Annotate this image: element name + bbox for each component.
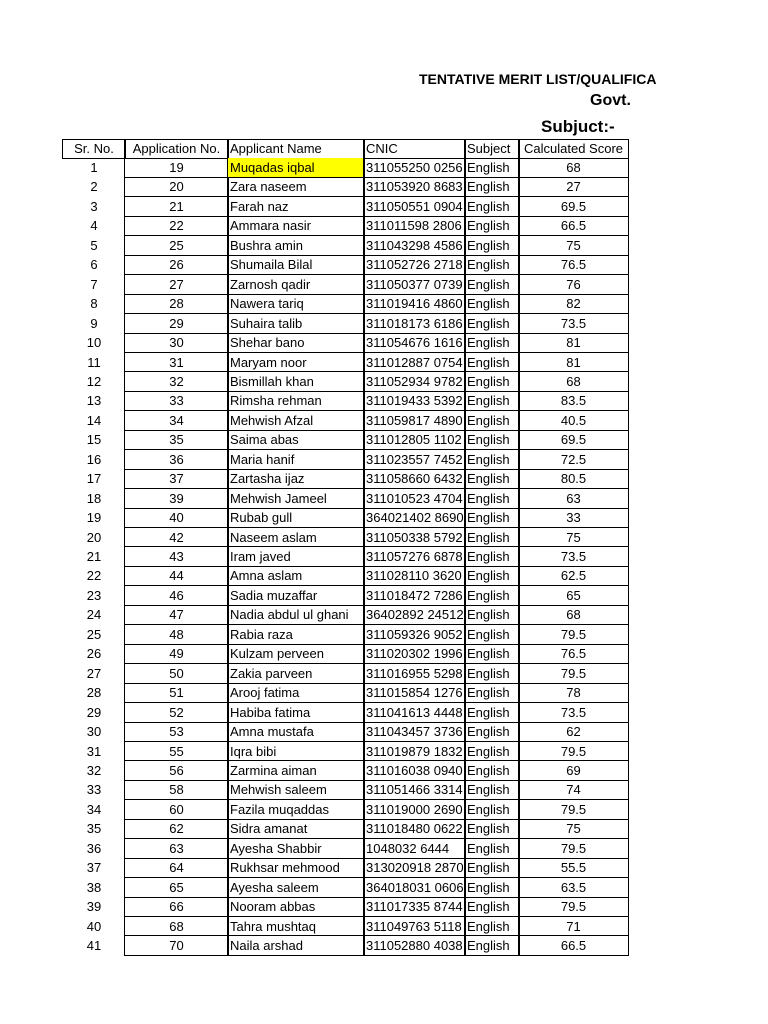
row-calculated-score: 72.5 xyxy=(518,450,629,470)
row-calculated-score: 66.5 xyxy=(518,936,629,956)
row-application-no: 70 xyxy=(124,936,229,956)
row-cnic: 311028110 3620 xyxy=(363,566,466,586)
row-applicant-name: Rubab gull xyxy=(227,508,365,528)
row-applicant-name: Farah naz xyxy=(227,197,365,217)
row-subject: English xyxy=(464,314,520,334)
row-cnic: 311049763 5118 xyxy=(363,917,466,937)
row-subject: English xyxy=(464,936,520,956)
row-calculated-score: 76 xyxy=(518,275,629,295)
row-cnic: 311050338 5792 xyxy=(363,528,466,548)
row-applicant-name: Rabia raza xyxy=(227,625,365,645)
row-sr-no: 28 xyxy=(86,685,102,701)
row-sr-no: 22 xyxy=(86,568,102,584)
row-sr-no: 35 xyxy=(86,821,102,837)
row-calculated-score: 79.5 xyxy=(518,897,629,917)
row-subject: English xyxy=(464,664,520,684)
row-application-no: 22 xyxy=(124,216,229,236)
row-cnic: 311010523 4704 xyxy=(363,489,466,509)
row-calculated-score: 75 xyxy=(518,819,629,839)
row-sr-no: 31 xyxy=(86,743,102,759)
row-application-no: 68 xyxy=(124,917,229,937)
row-subject: English xyxy=(464,780,520,800)
row-applicant-name: Sadia muzaffar xyxy=(227,586,365,606)
row-sr-no: 2 xyxy=(90,179,98,195)
row-calculated-score: 76.5 xyxy=(518,255,629,275)
row-subject: English xyxy=(464,216,520,236)
row-calculated-score: 33 xyxy=(518,508,629,528)
row-calculated-score: 79.5 xyxy=(518,625,629,645)
row-subject: English xyxy=(464,333,520,353)
row-applicant-name: Muqadas iqbal xyxy=(227,158,365,178)
row-sr-no: 4 xyxy=(90,218,98,234)
row-subject: English xyxy=(464,858,520,878)
row-calculated-score: 27 xyxy=(518,177,629,197)
row-sr-no: 26 xyxy=(86,646,102,662)
row-applicant-name: Suhaira talib xyxy=(227,314,365,334)
row-subject: English xyxy=(464,489,520,509)
row-cnic: 311059817 4890 xyxy=(363,411,466,431)
row-subject: English xyxy=(464,819,520,839)
row-sr-no: 29 xyxy=(86,704,102,720)
row-sr-no: 38 xyxy=(86,879,102,895)
subject-title: Subjuct:- xyxy=(541,117,615,136)
row-sr-no: 5 xyxy=(90,237,98,253)
row-applicant-name: Zarmina aiman xyxy=(227,761,365,781)
row-calculated-score: 69.5 xyxy=(518,197,629,217)
row-sr-no: 34 xyxy=(86,801,102,817)
row-calculated-score: 55.5 xyxy=(518,858,629,878)
row-subject: English xyxy=(464,897,520,917)
row-sr-no: 39 xyxy=(86,899,102,915)
row-subject: English xyxy=(464,644,520,664)
row-application-no: 32 xyxy=(124,372,229,392)
row-subject: English xyxy=(464,450,520,470)
row-sr-no: 10 xyxy=(86,335,102,351)
row-applicant-name: Ayesha saleem xyxy=(227,878,365,898)
row-calculated-score: 79.5 xyxy=(518,742,629,762)
row-subject: English xyxy=(464,372,520,392)
row-sr-no: 9 xyxy=(90,315,98,331)
row-cnic: 313020918 2870 xyxy=(363,858,466,878)
row-application-no: 63 xyxy=(124,839,229,859)
row-calculated-score: 73.5 xyxy=(518,547,629,567)
row-calculated-score: 68 xyxy=(518,605,629,625)
row-applicant-name: Zartasha ijaz xyxy=(227,469,365,489)
row-subject: English xyxy=(464,761,520,781)
row-calculated-score: 68 xyxy=(518,372,629,392)
row-application-no: 36 xyxy=(124,450,229,470)
row-applicant-name: Nadia abdul ul ghani xyxy=(227,605,365,625)
row-cnic: 311012887 0754 xyxy=(363,353,466,373)
row-application-no: 19 xyxy=(124,158,229,178)
row-calculated-score: 66.5 xyxy=(518,216,629,236)
row-subject: English xyxy=(464,683,520,703)
row-cnic: 1048032 6444 xyxy=(363,839,466,859)
row-applicant-name: Shumaila Bilal xyxy=(227,255,365,275)
row-calculated-score: 73.5 xyxy=(518,314,629,334)
row-calculated-score: 62 xyxy=(518,722,629,742)
row-calculated-score: 75 xyxy=(518,236,629,256)
row-sr-no: 3 xyxy=(90,198,98,214)
row-cnic: 311053920 8683 xyxy=(363,177,466,197)
row-applicant-name: Zarnosh qadir xyxy=(227,275,365,295)
row-calculated-score: 69.5 xyxy=(518,430,629,450)
row-subject: English xyxy=(464,236,520,256)
row-subject: English xyxy=(464,294,520,314)
row-cnic: 311041613 4448 xyxy=(363,703,466,723)
row-calculated-score: 79.5 xyxy=(518,800,629,820)
row-sr-no: 21 xyxy=(86,549,102,564)
row-sr-no: 27 xyxy=(86,665,102,681)
row-applicant-name: Kulzam perveen xyxy=(227,644,365,664)
row-subject: English xyxy=(464,275,520,295)
row-application-no: 53 xyxy=(124,722,229,742)
row-applicant-name: Ayesha Shabbir xyxy=(227,839,365,859)
row-cnic: 311018480 0622 xyxy=(363,819,466,839)
row-applicant-name: Ammara nasir xyxy=(227,216,365,236)
row-subject: English xyxy=(464,547,520,567)
row-sr-no: 36 xyxy=(86,840,102,856)
row-sr-no: 7 xyxy=(90,276,98,292)
row-applicant-name: Mehwish Afzal xyxy=(227,411,365,431)
row-sr-no: 41 xyxy=(86,938,102,953)
row-applicant-name: Maria hanif xyxy=(227,450,365,470)
row-calculated-score: 76.5 xyxy=(518,644,629,664)
row-applicant-name: Zara naseem xyxy=(227,177,365,197)
row-application-no: 33 xyxy=(124,391,229,411)
row-calculated-score: 79.5 xyxy=(518,664,629,684)
row-calculated-score: 78 xyxy=(518,683,629,703)
row-subject: English xyxy=(464,605,520,625)
row-calculated-score: 40.5 xyxy=(518,411,629,431)
row-calculated-score: 63 xyxy=(518,489,629,509)
row-subject: English xyxy=(464,917,520,937)
row-application-no: 47 xyxy=(124,605,229,625)
row-application-no: 48 xyxy=(124,625,229,645)
row-application-no: 25 xyxy=(124,236,229,256)
row-subject: English xyxy=(464,625,520,645)
row-applicant-name: Zakia parveen xyxy=(227,664,365,684)
row-application-no: 40 xyxy=(124,508,229,528)
row-application-no: 52 xyxy=(124,703,229,723)
row-application-no: 65 xyxy=(124,878,229,898)
row-cnic: 311058660 6432 xyxy=(363,469,466,489)
row-sr-no: 6 xyxy=(90,257,98,273)
row-cnic: 311054676 1616 xyxy=(363,333,466,353)
row-applicant-name: Iqra bibi xyxy=(227,742,365,762)
row-cnic: 311018472 7286 xyxy=(363,586,466,606)
row-subject: English xyxy=(464,430,520,450)
row-calculated-score: 80.5 xyxy=(518,469,629,489)
header-sr-no: Sr. No. xyxy=(62,139,126,159)
row-sr-no: 20 xyxy=(86,529,102,545)
row-sr-no: 40 xyxy=(86,918,102,934)
row-cnic: 364021402 8690 xyxy=(363,508,466,528)
row-applicant-name: Habiba fatima xyxy=(227,703,365,723)
row-sr-no: 8 xyxy=(90,296,98,312)
row-cnic: 311050377 0739 xyxy=(363,275,466,295)
row-application-no: 37 xyxy=(124,469,229,489)
document-title: TENTATIVE MERIT LIST/QUALIFICA xyxy=(419,71,657,87)
row-cnic: 311019879 1832 xyxy=(363,742,466,762)
row-applicant-name: Saima abas xyxy=(227,430,365,450)
row-cnic: 311017335 8744 xyxy=(363,897,466,917)
row-cnic: 311015854 1276 xyxy=(363,683,466,703)
row-calculated-score: 74 xyxy=(518,780,629,800)
row-cnic: 311050551 0904 xyxy=(363,197,466,217)
row-calculated-score: 65 xyxy=(518,586,629,606)
row-sr-no: 23 xyxy=(86,587,102,603)
row-cnic: 36402892 24512 xyxy=(363,605,466,625)
row-calculated-score: 82 xyxy=(518,294,629,314)
row-sr-no: 18 xyxy=(86,490,102,506)
row-application-no: 51 xyxy=(124,683,229,703)
row-subject: English xyxy=(464,508,520,528)
header-calculated-score: Calculated Score xyxy=(518,139,629,159)
row-applicant-name: Mehwish Jameel xyxy=(227,489,365,509)
row-subject: English xyxy=(464,158,520,178)
row-calculated-score: 83.5 xyxy=(518,391,629,411)
row-application-no: 62 xyxy=(124,819,229,839)
row-applicant-name: Mehwish saleem xyxy=(227,780,365,800)
row-applicant-name: Naila arshad xyxy=(227,936,365,956)
row-application-no: 31 xyxy=(124,353,229,373)
row-sr-no: 11 xyxy=(87,354,101,370)
row-subject: English xyxy=(464,878,520,898)
row-subject: English xyxy=(464,469,520,489)
row-cnic: 311051466 3314 xyxy=(363,780,466,800)
row-subject: English xyxy=(464,566,520,586)
row-calculated-score: 73.5 xyxy=(518,703,629,723)
row-subject: English xyxy=(464,703,520,723)
row-application-no: 58 xyxy=(124,780,229,800)
row-applicant-name: Naseem aslam xyxy=(227,528,365,548)
row-sr-no: 32 xyxy=(86,762,102,778)
row-cnic: 311052934 9782 xyxy=(363,372,466,392)
row-applicant-name: Amna aslam xyxy=(227,566,365,586)
row-application-no: 49 xyxy=(124,644,229,664)
row-cnic: 311019433 5392 xyxy=(363,391,466,411)
row-subject: English xyxy=(464,411,520,431)
row-sr-no: 16 xyxy=(86,451,102,467)
row-sr-no: 17 xyxy=(86,471,102,487)
row-applicant-name: Maryam noor xyxy=(227,353,365,373)
row-application-no: 35 xyxy=(124,430,229,450)
row-application-no: 50 xyxy=(124,664,229,684)
row-cnic: 311011598 2806 xyxy=(363,216,466,236)
row-subject: English xyxy=(464,528,520,548)
row-cnic: 311016955 5298 xyxy=(363,664,466,684)
row-cnic: 311020302 1996 xyxy=(363,644,466,664)
row-sr-no: 30 xyxy=(86,724,102,740)
row-application-no: 64 xyxy=(124,858,229,878)
row-applicant-name: Bushra amin xyxy=(227,236,365,256)
row-cnic: 311016038 0940 xyxy=(363,761,466,781)
row-cnic: 311052726 2718 xyxy=(363,255,466,275)
row-subject: English xyxy=(464,255,520,275)
row-application-no: 42 xyxy=(124,528,229,548)
row-cnic: 311012805 1102 xyxy=(363,430,466,450)
row-application-no: 60 xyxy=(124,800,229,820)
row-calculated-score: 62.5 xyxy=(518,566,629,586)
row-application-no: 34 xyxy=(124,411,229,431)
row-application-no: 29 xyxy=(124,314,229,334)
row-application-no: 27 xyxy=(124,275,229,295)
row-calculated-score: 69 xyxy=(518,761,629,781)
row-applicant-name: Iram javed xyxy=(227,547,365,567)
row-cnic: 311019000 2690 xyxy=(363,800,466,820)
row-calculated-score: 63.5 xyxy=(518,878,629,898)
row-calculated-score: 75 xyxy=(518,528,629,548)
row-subject: English xyxy=(464,586,520,606)
header-applicant-name: Applicant Name xyxy=(227,139,365,159)
row-subject: English xyxy=(464,839,520,859)
row-cnic: 311055250 0256 xyxy=(363,158,466,178)
row-application-no: 20 xyxy=(124,177,229,197)
row-application-no: 46 xyxy=(124,586,229,606)
header-subject: Subject xyxy=(464,139,520,159)
row-subject: English xyxy=(464,177,520,197)
row-subject: English xyxy=(464,197,520,217)
row-cnic: 311019416 4860 xyxy=(363,294,466,314)
row-applicant-name: Rukhsar mehmood xyxy=(227,858,365,878)
row-applicant-name: Shehar bano xyxy=(227,333,365,353)
row-application-no: 66 xyxy=(124,897,229,917)
row-cnic: 311043457 3736 xyxy=(363,722,466,742)
row-calculated-score: 68 xyxy=(518,158,629,178)
row-subject: English xyxy=(464,353,520,373)
row-applicant-name: Sidra amanat xyxy=(227,819,365,839)
row-sr-no: 33 xyxy=(86,782,102,798)
row-cnic: 311023557 7452 xyxy=(363,450,466,470)
row-cnic: 311052880 4038 xyxy=(363,936,466,956)
header-application-no: Application No. xyxy=(124,139,229,159)
row-application-no: 21 xyxy=(124,197,229,217)
row-cnic: 364018031 0606 xyxy=(363,878,466,898)
row-calculated-score: 79.5 xyxy=(518,839,629,859)
row-application-no: 28 xyxy=(124,294,229,314)
row-applicant-name: Fazila muqaddas xyxy=(227,800,365,820)
row-application-no: 39 xyxy=(124,489,229,509)
institution-title: Govt. xyxy=(590,92,631,109)
row-cnic: 311059326 9052 xyxy=(363,625,466,645)
row-applicant-name: Nawera tariq xyxy=(227,294,365,314)
row-application-no: 56 xyxy=(124,761,229,781)
row-cnic: 311018173 6186 xyxy=(363,314,466,334)
row-calculated-score: 81 xyxy=(518,353,629,373)
row-application-no: 30 xyxy=(124,333,229,353)
row-subject: English xyxy=(464,742,520,762)
row-sr-no: 13 xyxy=(86,393,102,409)
row-sr-no: 37 xyxy=(86,860,102,876)
row-applicant-name: Amna mustafa xyxy=(227,722,365,742)
row-sr-no: 12 xyxy=(86,373,102,389)
row-calculated-score: 81 xyxy=(518,333,629,353)
row-subject: English xyxy=(464,800,520,820)
row-cnic: 311057276 6878 xyxy=(363,547,466,567)
row-sr-no: 15 xyxy=(86,432,102,448)
row-sr-no: 19 xyxy=(86,510,102,526)
row-applicant-name: Tahra mushtaq xyxy=(227,917,365,937)
row-applicant-name: Arooj fatima xyxy=(227,683,365,703)
row-cnic: 311043298 4586 xyxy=(363,236,466,256)
row-application-no: 55 xyxy=(124,742,229,762)
row-sr-no: 25 xyxy=(86,626,102,642)
row-sr-no: 1 xyxy=(90,160,98,175)
header-cnic: CNIC xyxy=(363,139,466,159)
row-application-no: 26 xyxy=(124,255,229,275)
row-applicant-name: Rimsha rehman xyxy=(227,391,365,411)
row-sr-no: 14 xyxy=(86,412,102,428)
row-applicant-name: Bismillah khan xyxy=(227,372,365,392)
row-applicant-name: Nooram abbas xyxy=(227,897,365,917)
row-subject: English xyxy=(464,722,520,742)
row-application-no: 43 xyxy=(124,547,229,567)
row-subject: English xyxy=(464,391,520,411)
row-application-no: 44 xyxy=(124,566,229,586)
row-sr-no: 24 xyxy=(86,607,102,623)
row-calculated-score: 71 xyxy=(518,917,629,937)
